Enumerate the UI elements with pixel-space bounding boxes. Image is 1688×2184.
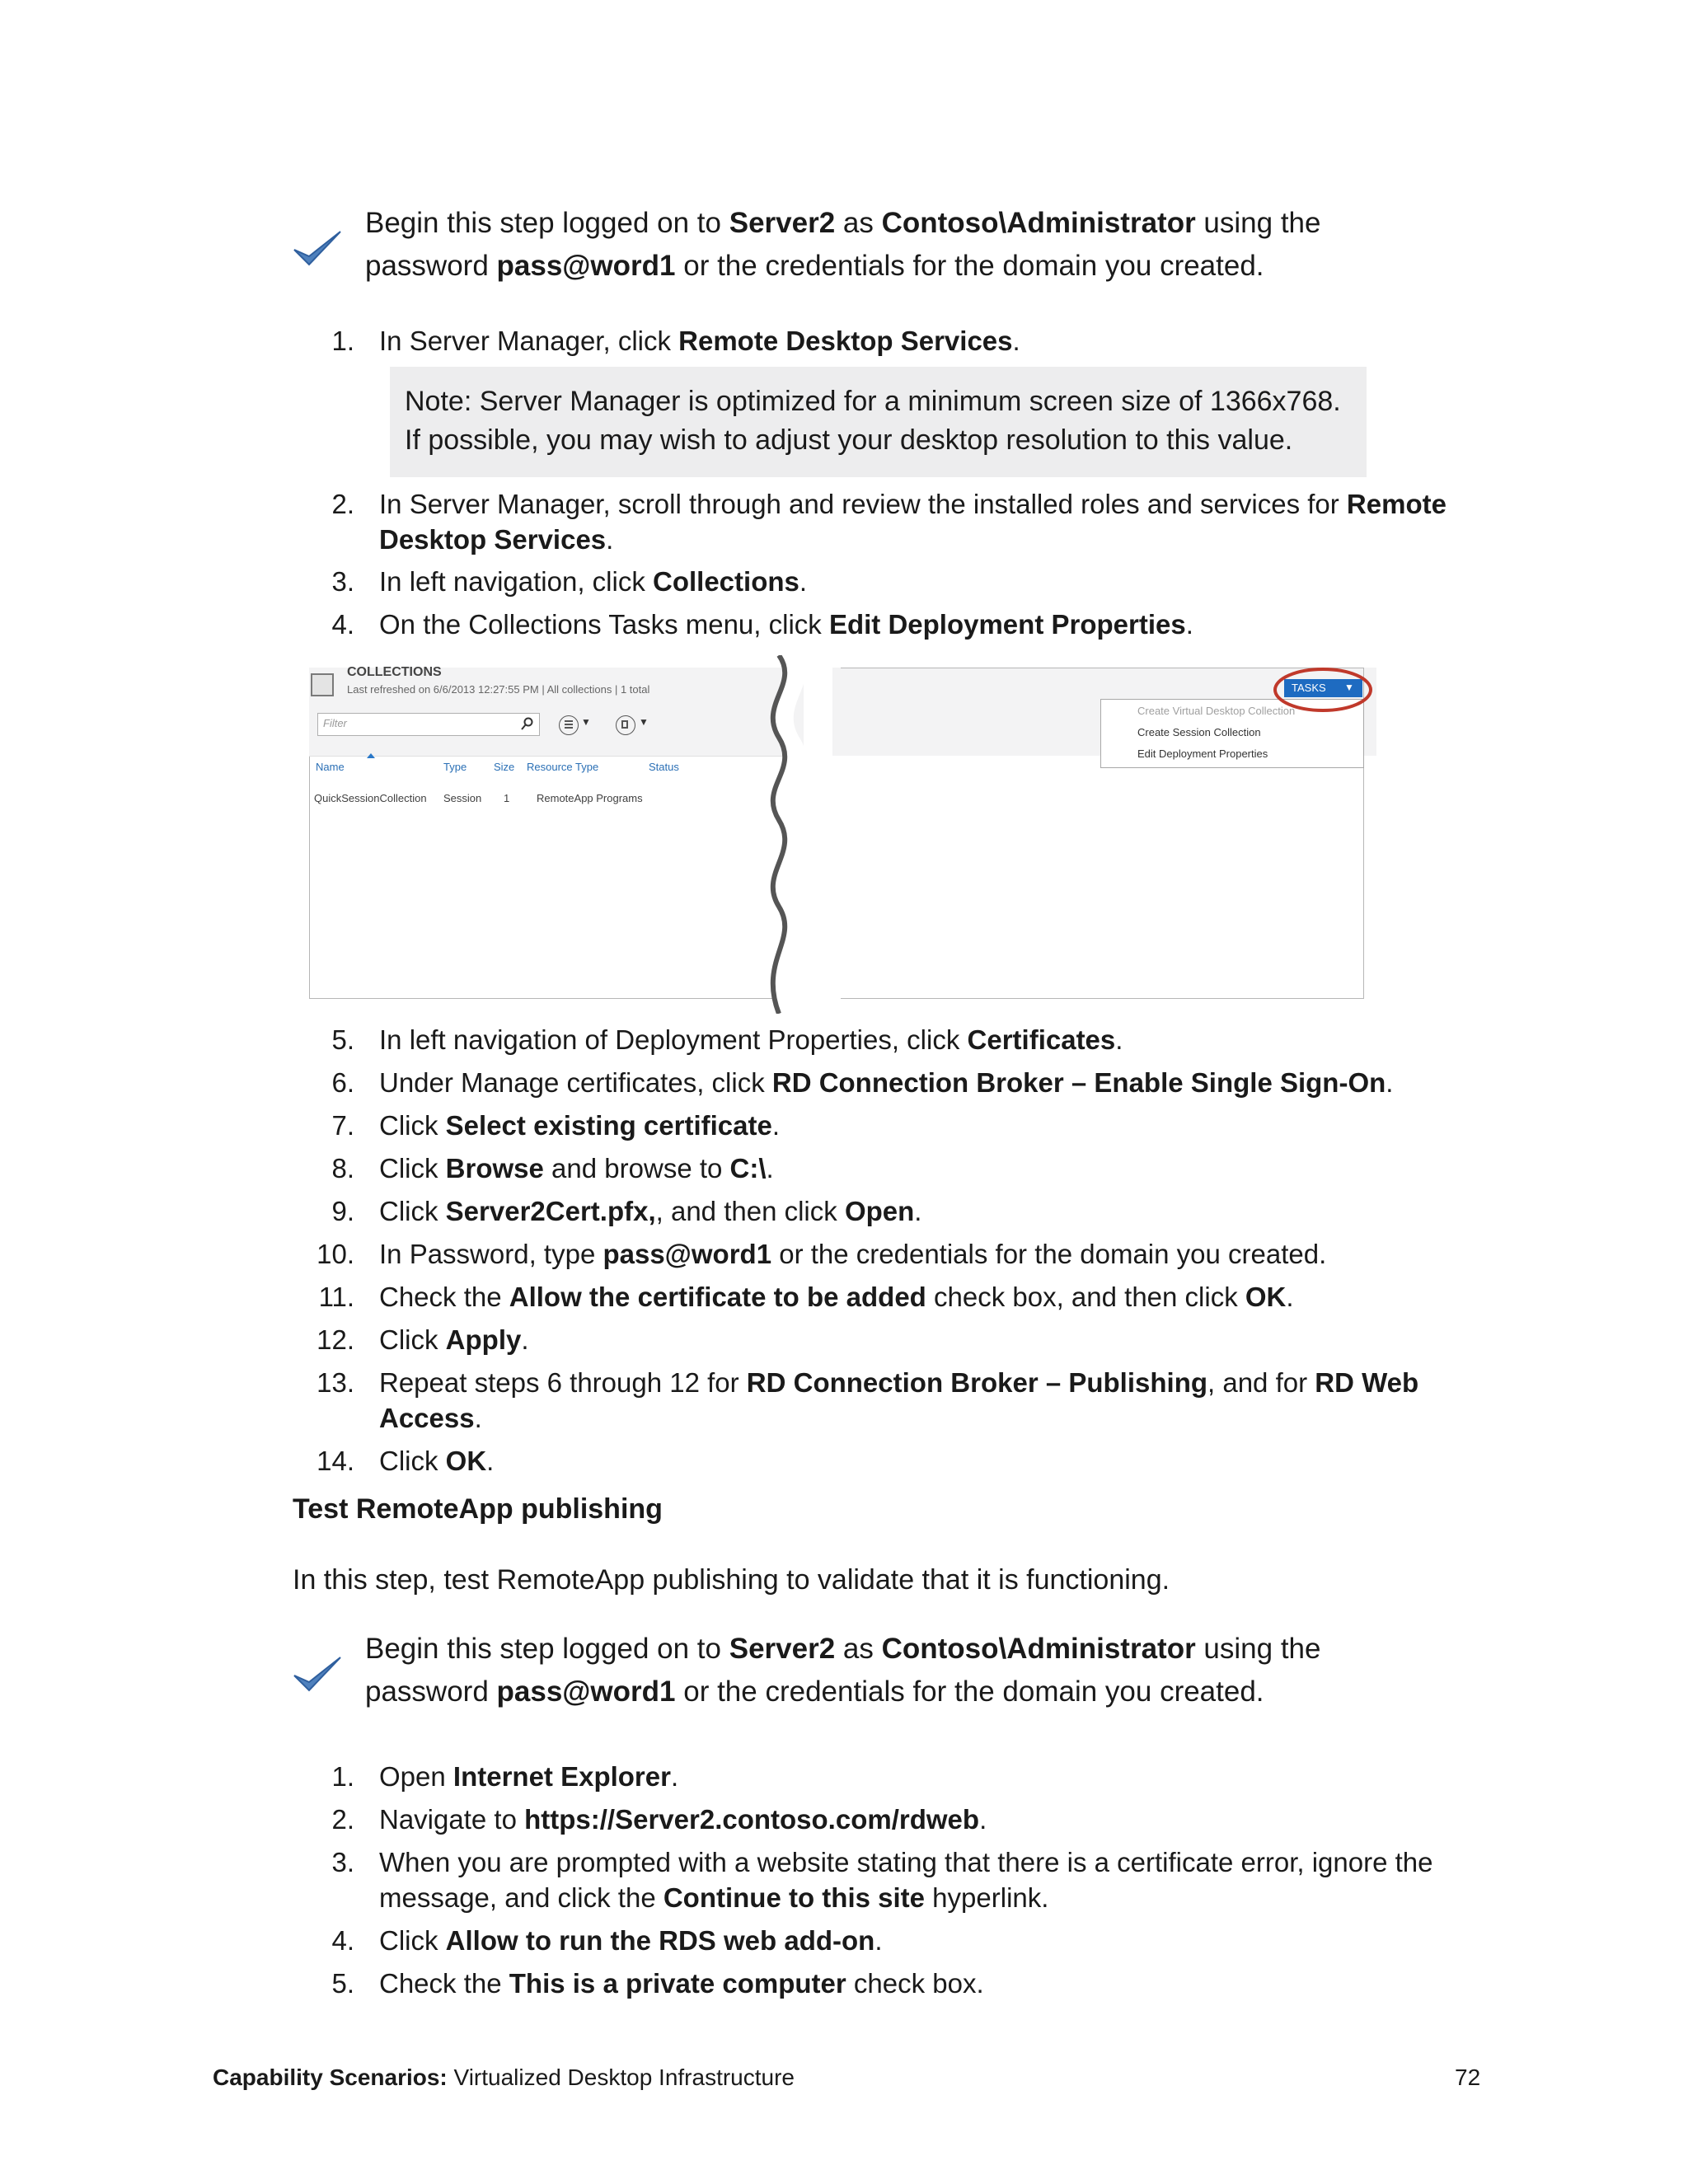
list-item: 7 . Click Select existing certificate. <box>268 1108 1463 1143</box>
menu-item-create-session-collection[interactable]: Create Session Collection <box>1137 726 1261 738</box>
list-item: 4 . On the Collections Tasks menu, click Edit Deployment Properties. <box>268 607 1463 642</box>
callout-text: Begin this step logged on to Server2 as Contoso\Administrator using the password pass@word1 or the credentials for the domain you created. <box>365 1633 1321 1708</box>
list-item: 4 . Click Allow to run the RDS web add-on. <box>268 1923 1463 1958</box>
menu-item-create-virtual-desktop-collection[interactable]: Create Virtual Desktop Collection <box>1137 705 1296 717</box>
collections-title: COLLECTIONS <box>347 665 442 679</box>
list-view-icon[interactable] <box>559 715 579 735</box>
column-size[interactable]: Size <box>494 761 515 773</box>
highlight-circle <box>1272 665 1375 715</box>
steps-list-2 <box>268 486 1463 642</box>
column-status[interactable]: Status <box>649 761 679 773</box>
note-line-2: If possible, you may wish to adjust your desktop resolution to this value. <box>405 424 1293 456</box>
column-name[interactable]: Name <box>316 761 345 773</box>
list-item: 9 . Click Server2Cert.pfx,, and then click Open. <box>268 1193 1463 1229</box>
checkmark-icon <box>293 228 342 269</box>
list-item: 2 . Navigate to https://Server2.contoso.com/rdweb. <box>268 1802 1463 1837</box>
sort-up-icon <box>367 753 375 758</box>
chevron-down-icon[interactable]: ▼ <box>639 716 649 728</box>
steps-list-1 <box>268 323 1463 359</box>
note-line-1: Note: Server Manager is optimized for a minimum screen size of 1366x768. <box>405 386 1341 417</box>
checkmark-icon <box>293 1654 342 1695</box>
list-item: 11 . Check the Allow the certificate to be added check box, and then click OK. <box>268 1279 1463 1315</box>
list-item: 3 . In left navigation, click Collections. <box>268 564 1463 599</box>
callout-text: Begin this step logged on to Server2 as Contoso\Administrator using the password pass@word1 or the credentials for the domain you created. <box>365 207 1321 282</box>
list-item: 12 . Click Apply. <box>268 1322 1463 1357</box>
footer-title: Capability Scenarios: Virtualized Desktop Infrastructure <box>213 2064 795 2090</box>
page-number: 72 <box>1455 2064 1481 2090</box>
list-item: 1 . Open Internet Explorer. <box>268 1759 1463 1794</box>
collections-screenshot <box>293 655 1376 1014</box>
list-item: 6 . Under Manage certificates, click RD Connection Broker – Enable Single Sign-On. <box>268 1065 1463 1100</box>
list-item: 1 . In Server Manager, click Remote Desktop Services. <box>268 323 1463 359</box>
column-type[interactable]: Type <box>443 761 467 773</box>
list-item: 10 . In Password, type pass@word1 or the credentials for the domain you created. <box>268 1236 1463 1272</box>
steps-list-3 <box>268 1022 1463 1479</box>
note-box <box>390 367 1367 477</box>
table-cell[interactable]: RemoteApp Programs <box>537 792 643 804</box>
list-item: 5 . In left navigation of Deployment Properties, click Certificates. <box>268 1022 1463 1057</box>
chevron-down-icon: ▼ <box>1344 682 1354 693</box>
table-cell[interactable]: Session <box>443 792 482 804</box>
group-by-icon[interactable] <box>616 715 635 735</box>
search-icon <box>521 717 534 730</box>
list-item: 13 . Repeat steps 6 through 12 for RD Connection Broker – Publishing, and for RD Web Access. <box>268 1365 1463 1436</box>
column-resource-type[interactable]: Resource Type <box>527 761 599 773</box>
section-intro: In this step, test RemoteApp publishing to validate that it is functioning. <box>293 1564 1170 1596</box>
chevron-down-icon[interactable]: ▼ <box>581 716 591 728</box>
menu-item-edit-deployment-properties[interactable]: Edit Deployment Properties <box>1137 748 1268 760</box>
table-cell[interactable]: QuickSessionCollection <box>314 792 427 804</box>
list-item: 2 . In Server Manager, scroll through and review the installed roles and services for Remote Desktop Services. <box>268 486 1463 557</box>
torn-edge-divider <box>754 655 828 1014</box>
table-cell[interactable]: 1 <box>504 792 510 804</box>
collapse-icon[interactable] <box>311 673 334 696</box>
tasks-button[interactable]: TASKS ▼ <box>1284 679 1362 697</box>
section-heading: Test RemoteApp publishing <box>293 1493 663 1525</box>
list-item: 5 . Check the This is a private computer check box. <box>268 1966 1463 2001</box>
collections-subtitle: Last refreshed on 6/6/2013 12:27:55 PM | All collections | 1 total <box>347 683 650 696</box>
list-item: 8 . Click Browse and browse to C:\. <box>268 1151 1463 1186</box>
filter-input[interactable]: Filter <box>317 713 540 736</box>
steps-list-4 <box>268 1759 1463 2001</box>
list-item: 14 . Click OK. <box>268 1443 1463 1479</box>
list-item: 3 . When you are prompted with a website stating that there is a certificate error, ignore the message, and click the Continue to this site hyperlink. <box>268 1844 1463 1915</box>
